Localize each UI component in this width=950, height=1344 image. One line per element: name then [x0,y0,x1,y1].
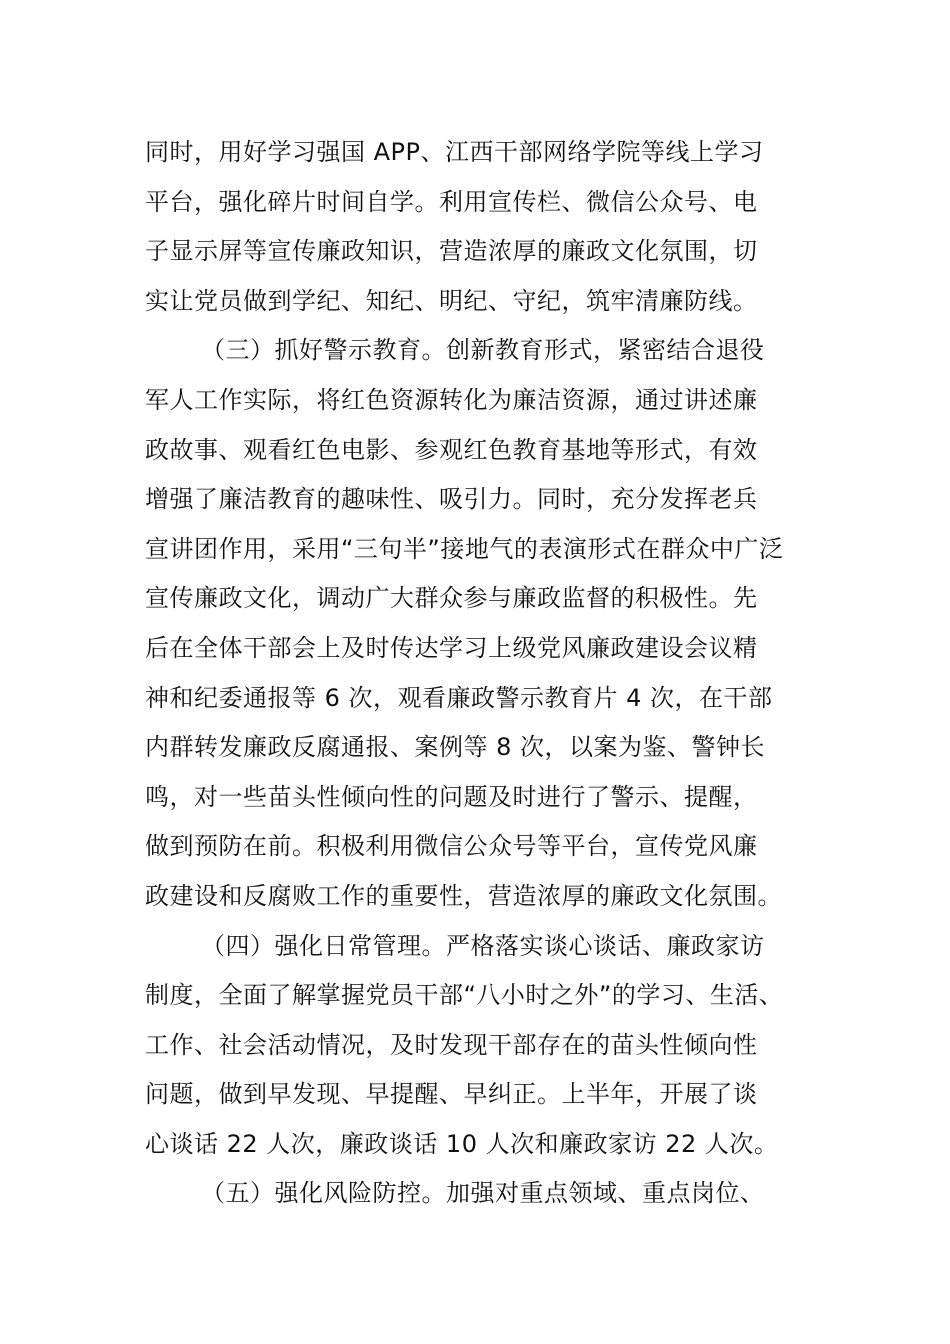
text-line: 同时，用好学习强国 APP、江西干部网络学院等线上学习 [145,138,764,166]
text-line: 政建设和反腐败工作的重要性，营造浓厚的廉政文化氛围。 [145,881,782,910]
text-line: 做到预防在前。积极利用微信公众号等平台，宣传党风廉 [145,832,758,861]
text-line: 鸣，对一些苗头性倾向性的问题及时进行了警示、提醒， [145,782,758,811]
text-line: 实让党员做到学纪、知纪、明纪、守纪，筑牢清廉防线。 [145,286,758,315]
document-body [145,128,810,1219]
section-heading-line: （三）抓好警示教育。创新教育形式，紧密结合退役 [201,336,765,365]
text-line: 子显示屏等宣传廉政知识，营造浓厚的廉政文化氛围，切 [145,237,758,266]
text-line: 工作、社会活动情况，及时发现干部存在的苗头性倾向性 [145,1030,758,1059]
text-line: 内群转发廉政反腐通报、案例等 8 次，以案为鉴、警钟长 [145,733,766,762]
text-line: 军人工作实际，将红色资源转化为廉洁资源，通过讲述廉 [145,385,758,414]
section-heading-line: （四）强化日常管理。严格落实谈心谈话、廉政家访 [201,931,765,960]
text-line: 神和纪委通报等 6 次，观看廉政警示教育片 4 次，在干部 [145,683,773,712]
text-line: 增强了廉洁教育的趣味性、吸引力。同时，充分发挥老兵 [145,485,758,514]
section-heading-line: （五）强化风险防控。加强对重点领域、重点岗位、 [201,1179,765,1208]
text-line: 政故事、观看红色电影、参观红色教育基地等形式，有效 [145,435,758,464]
text-line: 宣讲团作用，采用“三句半”接地气的表演形式在群众中广泛 [145,534,784,563]
text-line: 心谈话 22 人次，廉政谈话 10 人次和廉政家访 22 人次。 [145,1129,779,1158]
text-line: 制度，全面了解掌握党员干部“八小时之外”的学习、生活、 [145,981,784,1010]
text-line: 后在全体干部会上及时传达学习上级党风廉政建设会议精 [145,633,758,662]
text-line: 宣传廉政文化，调动广大群众参与廉政监督的积极性。先 [145,584,758,613]
text-line: 平台，强化碎片时间自学。利用宣传栏、微信公众号、电 [145,187,758,216]
text-line: 问题，做到早发现、早提醒、早纠正。上半年，开展了谈 [145,1080,758,1109]
